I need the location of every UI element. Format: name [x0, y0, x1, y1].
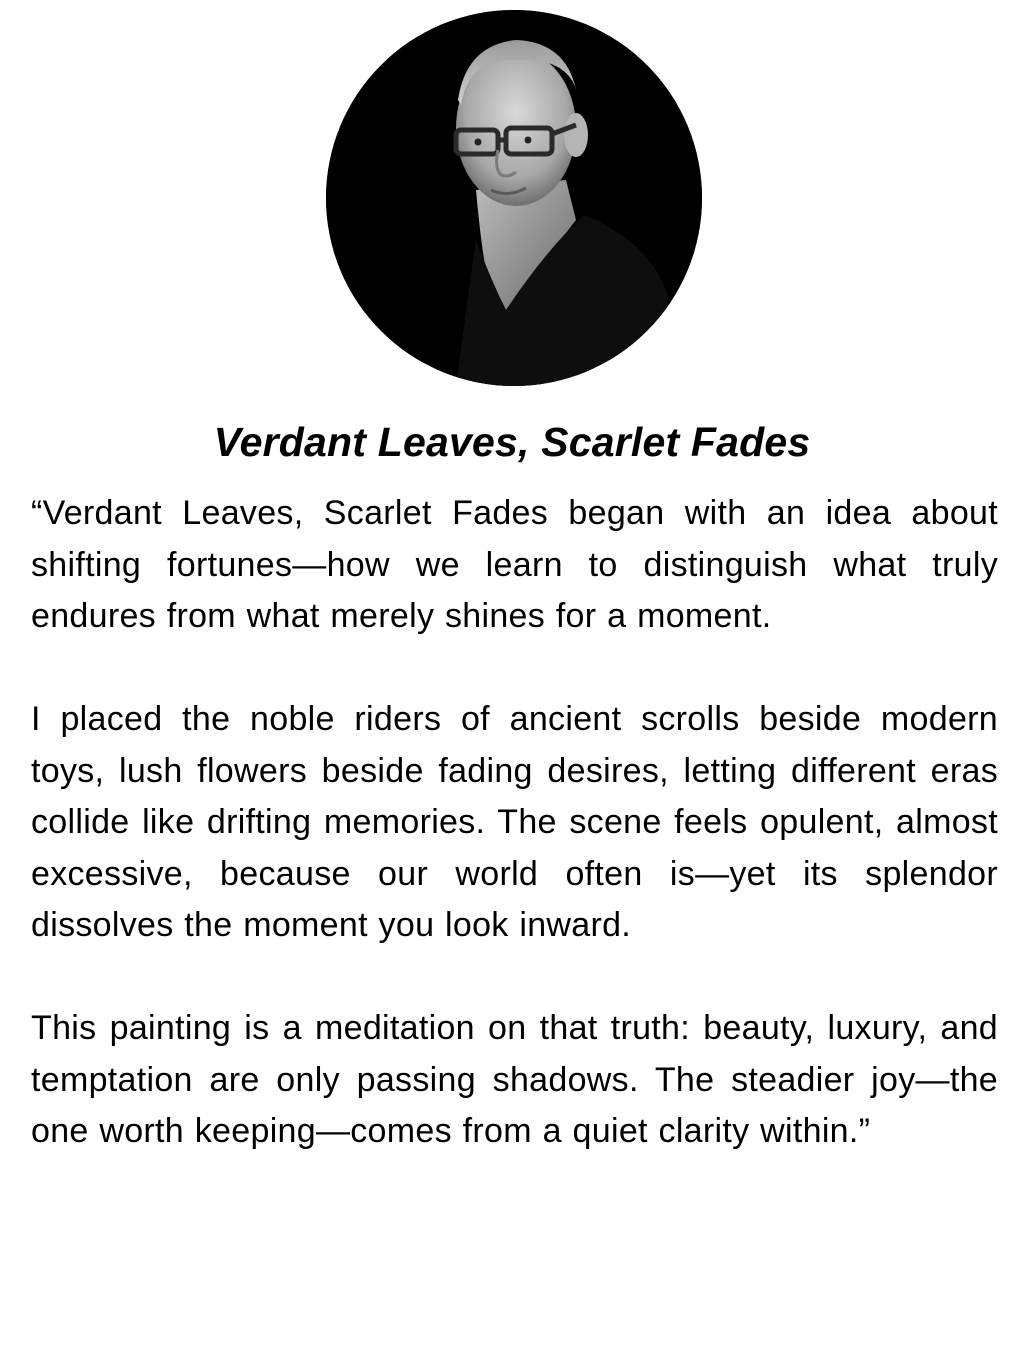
statement-paragraph: “Verdant Leaves, Scarlet Fades began with an idea about shifting fortunes—how we learn to distinguish what truly endures from what merely shines for a moment. [31, 494, 998, 635]
artist-portrait [326, 10, 702, 386]
statement-paragraph: This painting is a meditation on that truth: beauty, luxury, and temptation are only passing shadows. The steadier joy—the one worth keeping—comes from a quiet clarity within.” [31, 1009, 998, 1150]
portrait-image [326, 10, 702, 386]
artist-statement [31, 488, 998, 1158]
artwork-title: Verdant Leaves, Scarlet Fades [213, 419, 811, 465]
statement-paragraph: I placed the noble riders of ancient scrolls beside modern toys, lush flowers beside fading desires, letting different eras collide like drifting memories. The scene feels opulent, almost excessive, because our world often is—yet its splendor dissolves the moment you look inward. [31, 700, 998, 944]
